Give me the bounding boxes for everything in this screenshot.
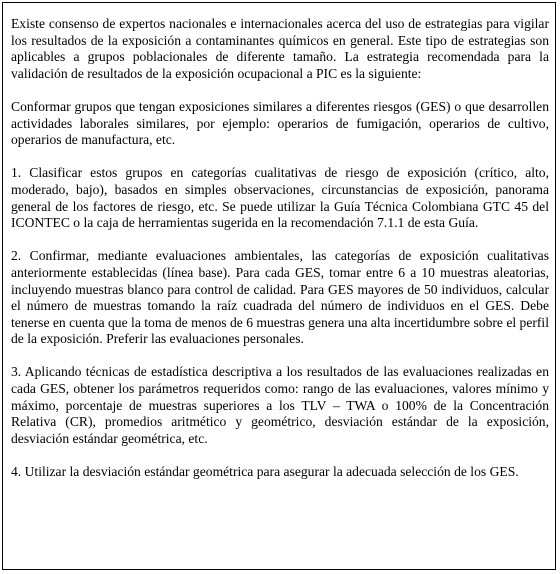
ges-paragraph: Conformar grupos que tengan exposiciones similares a diferentes riesgos (GES) o que desarrollen actividades laborales similares, por ejemplo: operarios de fumigación, operarios de cultivo, operarios de manufactura, etc. [11, 98, 549, 148]
document-box [2, 2, 556, 570]
step-1-paragraph: 1. Clasificar estos grupos en categorías cualitativas de riesgo de exposición (crítico, alto, moderado, bajo), basados en simples observaciones, circunstancias de exposición, panorama general de los factores de riesgo, etc. Se puede utilizar la Guía Técnica Colombiana GTC 45 del ICONTEC o la caja de herramientas sugerida en la recomendación 7.1.1 de esta Guía. [11, 165, 549, 231]
intro-paragraph: Existe consenso de expertos nacionales e internacionales acerca del uso de estrategias para vigilar los resultados de la exposición a contaminantes químicos en general. Este tipo de estrategias son aplicables a grupos poblacionales de diferente tamaño. La estrategia recomendada para la validación de resultados de la exposición ocupacional a PIC es la siguiente: [11, 16, 549, 81]
step-4-paragraph: 4. Utilizar la desviación estándar geométrica para asegurar la adecuada selección de los GES. [11, 464, 519, 480]
step-2-paragraph: 2. Confirmar, mediante evaluaciones ambientales, las categorías de exposición cualitativas anteriormente establecidas (línea base). Para cada GES, tomar entre 6 a 10 muestras aleatorias, incluyendo muestras blanco para control de calidad. Para GES mayores de 50 individuos, calcular el número de muestras tomando la raíz cuadrada del número de individuos en el GES. Debe tenerse en cuenta que la toma de menos de 6 muestras genera una alta incertidumbre sobre el perfil de la exposición. Preferir las evaluaciones personales. [11, 248, 549, 347]
step-3-paragraph: 3. Aplicando técnicas de estadística descriptiva a los resultados de las evaluaciones realizadas en cada GES, obtener los parámetros requeridos como: rango de las evaluaciones, valores mínimo y máximo, porcentaje de muestras superiores a los TLV – TWA o 100% de la Concentración Relativa (CR), promedios aritmético y geométrico, desviación estándar de la exposición, desviación estándar geométrica, etc. [11, 364, 549, 446]
